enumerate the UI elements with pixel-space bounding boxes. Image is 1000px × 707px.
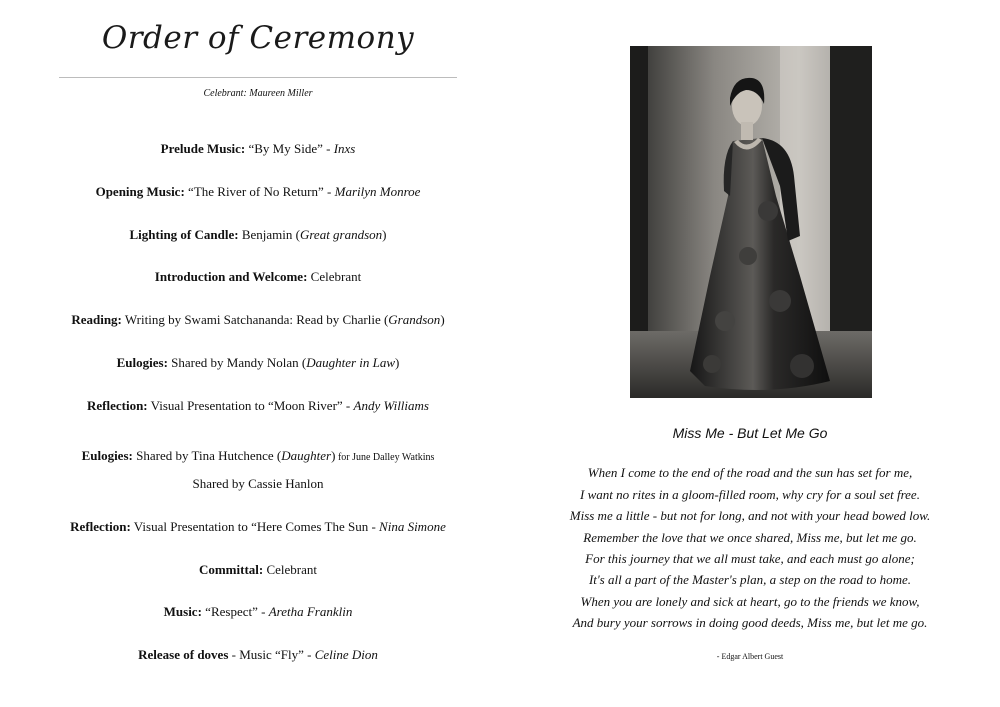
- program-item-reflection-2: Reflection: Visual Presentation to “Here Comes The Sun - Nina Simone: [70, 519, 446, 534]
- program-item-eulogy-2: Eulogies: Shared by Tina Hutchence (Daughter) for June Dalley Watkins: [81, 448, 435, 463]
- program-item-music: Music: “Respect” - Aretha Franklin: [163, 604, 353, 619]
- program-item-eulogy-2-line2: Shared by Cassie Hanlon: [192, 476, 324, 491]
- vintage-portrait-photo: [630, 46, 872, 398]
- program-item-welcome: Introduction and Welcome: Celebrant: [154, 269, 362, 284]
- program-item-doves: Release of doves - Music “Fly” - Celine Dion: [138, 647, 378, 662]
- poem-line: I want no rites in a gloom-filled room, why cry for a soul set free.: [580, 487, 920, 502]
- program-item-reflection-1: Reflection: Visual Presentation to “Moon River” - Andy Williams: [87, 398, 429, 413]
- celebrant-name: Maureen Miller: [249, 88, 313, 99]
- program-item-opening-music: Opening Music: “The River of No Return” - Marilyn Monroe: [95, 184, 421, 199]
- program-item-committal: Committal: Celebrant: [198, 562, 318, 577]
- poem-line: Remember the love that we once shared, Miss me, but let me go.: [583, 530, 917, 545]
- celebrant-label: Celebrant:: [203, 88, 247, 99]
- poem-line: When I come to the end of the road and the sun has set for me,: [587, 465, 913, 480]
- program-item-eulogy-1: Eulogies: Shared by Mandy Nolan (Daughter in Law): [116, 355, 400, 370]
- poem-line: And bury your sorrows in doing good deeds, Miss me, but let me go.: [572, 615, 928, 630]
- celebrant-line: [40, 88, 476, 99]
- page-title: Order of Ceremony: [101, 20, 415, 56]
- poem-author: - Edgar Albert Guest: [716, 652, 784, 661]
- program-item-reading: Reading: Writing by Swami Satchananda: Read by Charlie (Grandson): [71, 312, 445, 327]
- program-item-candle: Lighting of Candle: Benjamin (Great grandson): [129, 227, 387, 242]
- poem-line: Miss me a little - but not for long, and not with your head bowed low.: [569, 508, 931, 523]
- poem-title: Miss Me - But Let Me Go: [672, 425, 828, 441]
- poem-line: It's all a part of the Master's plan, a step on the road to home.: [588, 572, 912, 587]
- poem-page: [540, 0, 960, 707]
- poem-line: When you are lonely and sick at heart, go to the friends we know,: [580, 594, 920, 609]
- program-item-prelude: Prelude Music: “By My Side” - Inxs: [160, 141, 356, 156]
- title-divider: [59, 77, 457, 78]
- portrait-woman-gown-icon: [630, 46, 872, 398]
- order-of-ceremony-page: [40, 0, 476, 707]
- poem-line: For this journey that we all must take, and each must go alone;: [585, 551, 915, 566]
